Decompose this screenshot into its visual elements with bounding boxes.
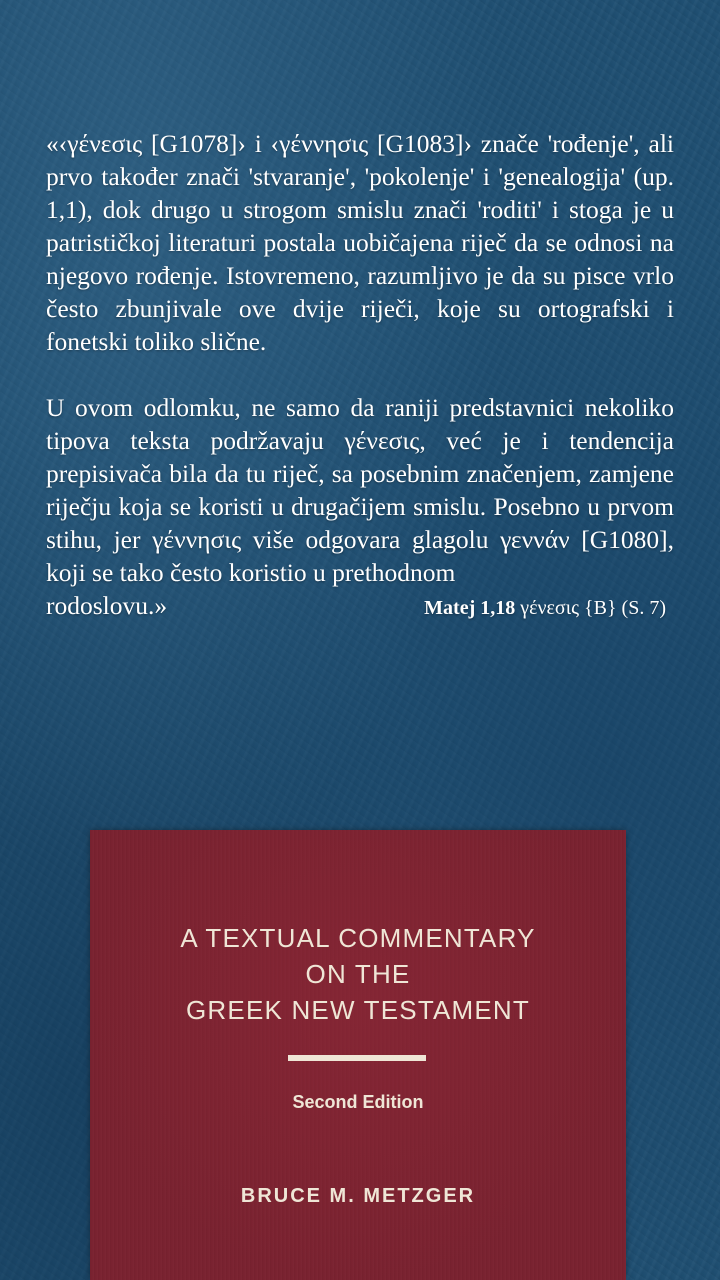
- quote-text: [46, 127, 674, 625]
- quote-paragraph-1: «‹γένεσις [G1078]› i ‹γέννησις [G1083]› znače 'rođenje', ali prvo također znači 'stvaranje', 'pokolenje' i 'genealogija' (up. 1,1), dok drugo u strogom smislu znači 'roditi' i stoga je u patrističkoj literaturi postala uobičajena riječ da se odnosi na njegovo rođenje. Istovremeno, razumljivo je da su pisce vrlo često zbunjivale ove dvije riječi, koje su ortografski i fonetski toliko slične.: [46, 129, 674, 356]
- citation-source: (S. 7): [621, 597, 666, 619]
- citation-rating: {B}: [584, 597, 617, 619]
- citation: [424, 592, 666, 625]
- book-title-line-2: ON THE: [305, 959, 411, 989]
- book-title: [90, 920, 626, 1028]
- book-cover: [90, 830, 626, 1280]
- book-title-line-3: GREEK NEW TESTAMENT: [186, 995, 530, 1025]
- citation-reference: Matej 1,18: [424, 597, 516, 619]
- book-author: BRUCE M. METZGER: [240, 1185, 476, 1207]
- book-edition: Second Edition: [292, 1092, 424, 1112]
- quote-final-line: [46, 589, 674, 625]
- quote-paragraph-2-body: U ovom odlomku, ne samo da raniji predstavnici nekoliko tipova teksta podržavaju γένεσις, već je i tendencija prepisivača bila da tu riječ, sa posebnim značenjem, zamjene riječju koja se koristi u drugačijem smislu. Posebno u prvom stihu, jer γέννησις više odgovara glagolu γεννάν [G1080], koji se tako često koristio u prethodnom: [46, 393, 674, 587]
- quote-paragraph-2: [46, 391, 674, 625]
- quote-paragraph-2-end: rodoslovu.»: [46, 591, 168, 620]
- citation-word: γένεσις: [520, 597, 579, 619]
- book-divider: [288, 1055, 426, 1061]
- book-title-line-1: A TEXTUAL COMMENTARY: [180, 923, 536, 953]
